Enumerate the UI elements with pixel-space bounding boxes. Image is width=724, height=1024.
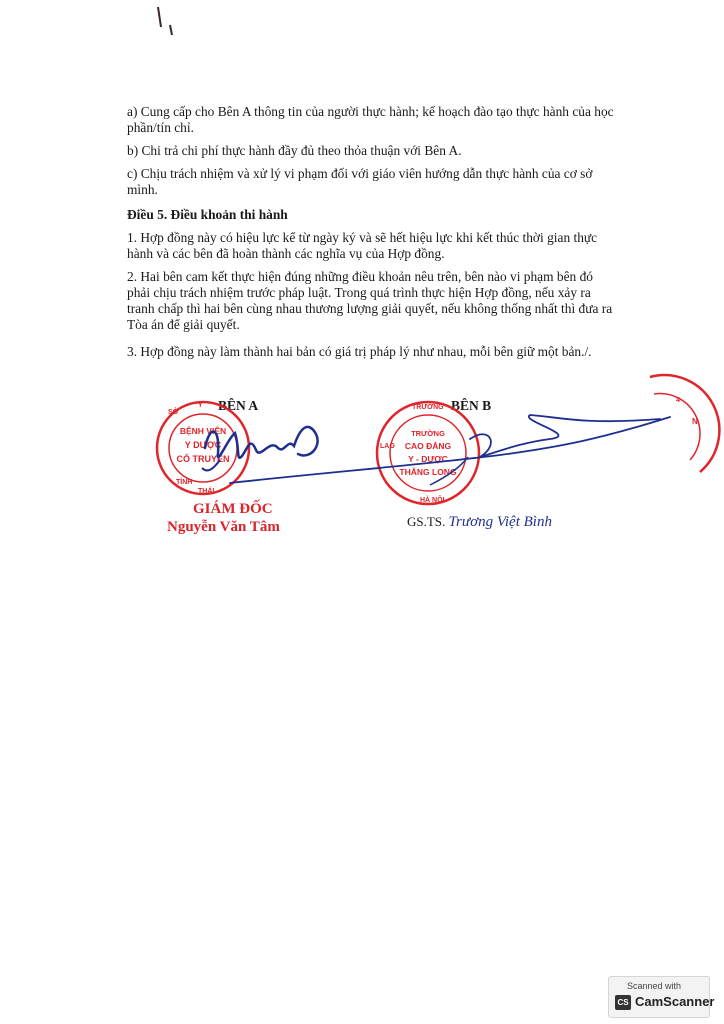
party-a-title: BÊN A	[218, 398, 259, 413]
svg-text:N: N	[692, 417, 698, 426]
camscanner-logo-icon: CS	[615, 995, 631, 1010]
stamp-a-line-1: BỆNH VIỆN	[179, 426, 227, 436]
party-b-name	[407, 514, 552, 531]
svg-text:SỞ: SỞ	[168, 409, 179, 416]
stamp-b-line-4: THĂNG LONG	[399, 467, 457, 477]
clause-b: b) Chi trả chi phí thực hành đầy đủ theo thỏa thuận với Bên A.	[127, 143, 462, 158]
svg-text:4: 4	[676, 397, 680, 404]
party-b-title: BÊN B	[451, 398, 492, 413]
stamp-a-line-2: Y DƯỢC	[184, 440, 222, 450]
stamp-b-line-2: CAO ĐẲNG	[404, 441, 452, 451]
party-b-name-prefix: GS.TS.	[407, 514, 446, 529]
clause-c: c) Chịu trách nhiệm và xử lý vi phạm đối với giáo viên hướng dẫn thực hành của cơ sở mình.	[127, 166, 593, 197]
article-5-item-3: 3. Hợp đồng này làm thành hai bản có giá trị pháp lý như nhau, mỗi bên giữ một bản./.	[127, 344, 592, 359]
stamp-b-line-1: TRƯỜNG	[411, 429, 445, 438]
badge-scanned-with: Scanned with	[627, 981, 682, 991]
article-5-item-2: 2. Hai bên cam kết thực hiện đúng những điều khoản nêu trên, bên nào vi phạm bên đó phải chịu trách nhiệm trước pháp luật. Trong quá trình thực hiện Hợp đồng, nếu xảy ra tranh chấp thì hai bên cùng nhau thương lượng giải quyết, nếu không thống nhất thì đưa ra Tòa án để giải quyết.	[127, 269, 613, 332]
svg-text:THÁI: THÁI	[198, 488, 215, 495]
svg-text:LAO: LAO	[380, 443, 395, 450]
stamp-b-line-3: Y - DƯỢC	[408, 454, 448, 464]
svg-text:HÀ NỘI: HÀ NỘI	[420, 497, 445, 504]
badge-brand: CamScanner	[635, 994, 715, 1009]
clause-a: a) Cung cấp cho Bên A thông tin của người thực hành; kế hoạch đào tạo thực hành của học phần/tín chỉ.	[127, 104, 614, 135]
svg-text:TRƯỜNG: TRƯỜNG	[412, 404, 444, 411]
stamp-a-line-3: CỔ TRUYỀN	[176, 454, 230, 464]
article-5-item-1: 1. Hợp đồng này có hiệu lực kể từ ngày ký và sẽ hết hiệu lực khi kết thúc thời gian thực hành và các bên đã hoàn thành các nghĩa vụ của Hợp đồng.	[127, 230, 598, 261]
svg-text:TỈNH: TỈNH	[176, 479, 193, 486]
svg-text:Y: Y	[198, 402, 203, 409]
party-b-signature	[200, 395, 680, 495]
scratch-marks	[150, 5, 180, 45]
party-a-role: GIÁM ĐỐC	[193, 501, 273, 517]
party-a-name: Nguyễn Văn Tâm	[167, 519, 280, 535]
article-5-heading: Điều 5. Điều khoản thi hành	[127, 207, 288, 222]
camscanner-badge	[608, 976, 715, 1018]
party-b-name-script: Trương Việt Bình	[448, 514, 552, 530]
